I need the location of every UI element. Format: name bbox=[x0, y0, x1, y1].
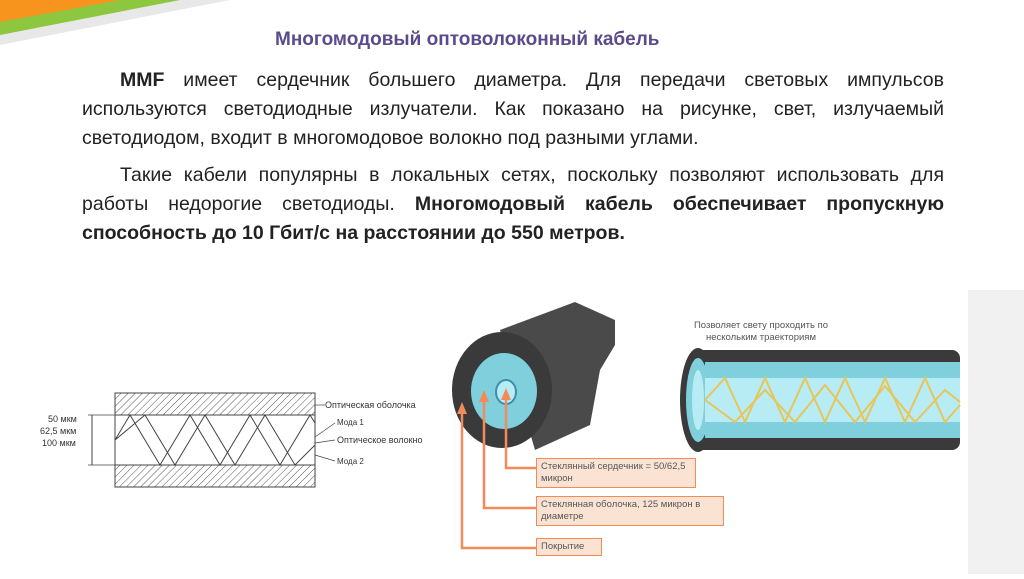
mmf-term: MMF bbox=[120, 69, 165, 91]
cable-illustration bbox=[440, 290, 1024, 574]
paragraph-1 bbox=[82, 66, 944, 153]
dim-50: 50 мкм bbox=[48, 414, 77, 424]
mode-2-label: Мода 2 bbox=[337, 457, 364, 466]
mode-1-label: Мода 1 bbox=[337, 418, 364, 427]
paragraph-2-bold: Многомодовый кабель обеспечивает пропускную способность до 10 Гбит/с на расстоянии до 550 метров. bbox=[82, 193, 944, 244]
slide-title: Многомодовый оптоволоконный кабель bbox=[275, 29, 660, 50]
fiber-label: Оптическое волокно bbox=[337, 435, 423, 445]
paths-note: Позволяет свету проходить по нескольким траекториям bbox=[693, 320, 829, 343]
dim-62-5: 62,5 мкм bbox=[40, 426, 77, 436]
paragraph-1-text: имеет сердечник большего диаметра. Для передачи световых импульсов используются светодиодные излучатели. Как показано на рисунке, свет, излучаемый светодиодом, входит в многомодовое волокно под разными углами. bbox=[82, 69, 944, 149]
cladding-top bbox=[115, 393, 315, 415]
cladding-box-label: Стеклянная оболочка, 125 микрон в диаметре bbox=[536, 496, 724, 526]
paragraph-2-text: Такие кабели популярны в локальных сетях, поскольку позволяют использовать для работы недорогие светодиоды. bbox=[82, 164, 944, 215]
cladding-label: Оптическая оболочка bbox=[325, 400, 416, 410]
cladding-bottom bbox=[115, 465, 315, 487]
paragraph-2 bbox=[82, 161, 944, 248]
coating-label: Покрытие bbox=[536, 538, 602, 556]
core-label: Стеклянный сердечник = 50/62,5 микрон bbox=[536, 458, 696, 488]
slide-body bbox=[82, 66, 944, 256]
dim-100: 100 мкм bbox=[42, 438, 76, 448]
multimode-fiber-diagram bbox=[30, 385, 450, 495]
corner-decoration bbox=[0, 0, 260, 60]
